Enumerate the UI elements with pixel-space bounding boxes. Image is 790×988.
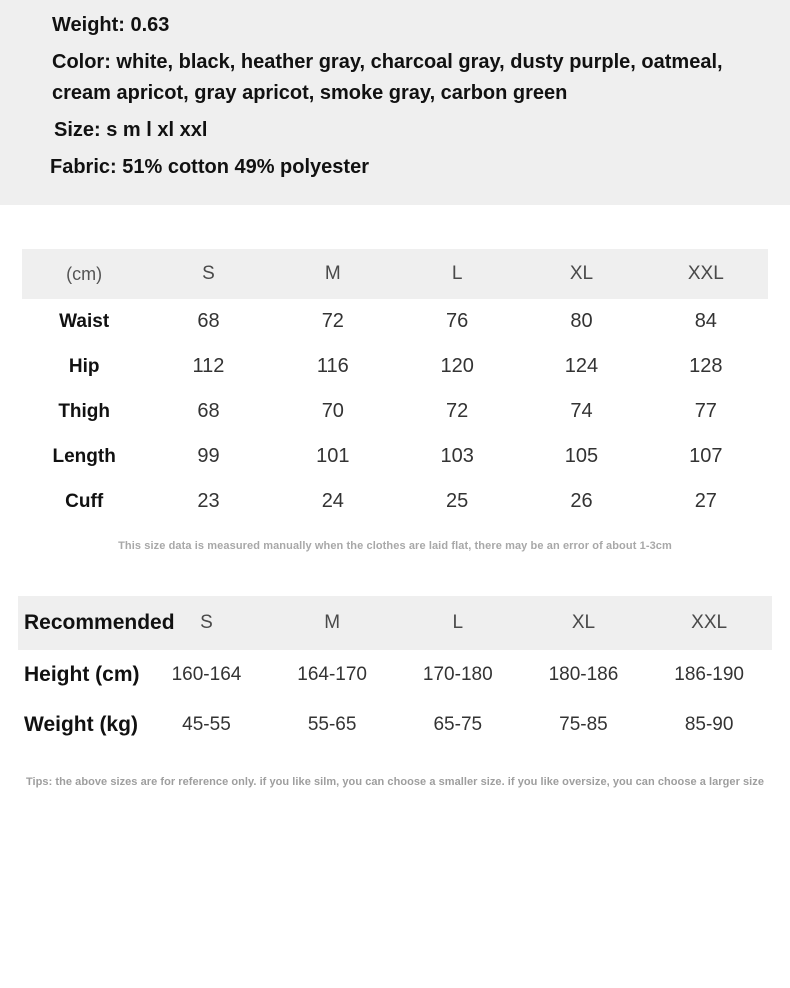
size-waist-l: 76 [446,310,469,332]
size-thigh-s: 68 [197,400,220,422]
size-cuff-m: 24 [321,490,344,512]
size-hip-m: 116 [316,355,349,377]
table-row [22,389,768,434]
recommended-col-m: M [324,612,341,633]
table-row [22,434,768,479]
sizing-tips: Tips: the above sizes are for reference only. if you like silm, you can choose a smaller size. if you like oversize, you can choose a larger size [25,776,765,788]
size-hip-l: 120 [440,355,474,377]
size-table-body [22,299,768,524]
size-waist-s: 68 [197,310,220,332]
product-spec-block [0,0,790,205]
size-row-label-length: Length [52,445,116,467]
recommended-col-xl: XL [571,612,596,633]
table-row [22,479,768,524]
size-waist-m: 72 [321,310,344,332]
table-row [18,650,772,700]
size-table-col-xxl: XXL [687,263,724,284]
spec-line-color: Color: white, black, heather gray, charcoal gray, dusty purple, oatmeal, cream apricot, gray apricot, smoke gray, carbon green [52,51,723,104]
size-waist-xl: 80 [570,310,593,332]
size-thigh-l: 72 [446,400,469,422]
recommended-weight-xxl: 85-90 [684,714,734,735]
table-row [22,299,768,344]
recommended-row-label-weight: Weight (kg) [24,713,138,736]
spec-line-size: Size: s m l xl xxl [54,119,208,141]
recommended-height-l: 170-180 [422,664,493,685]
table-row [22,344,768,389]
table-row [18,700,772,750]
size-table-col-m: M [324,263,341,284]
recommended-table-header [18,596,772,650]
measurement-disclaimer: This size data is measured manually when the clothes are laid flat, there may be an error of about 1-3cm [118,540,672,552]
recommended-size-table [18,596,772,750]
size-length-m: 101 [316,445,350,467]
recommended-weight-s: 45-55 [182,714,231,735]
size-thigh-xl: 74 [570,400,593,422]
size-hip-xl: 124 [564,355,599,377]
size-cuff-xxl: 27 [694,490,717,512]
recommended-height-m: 164-170 [297,664,367,685]
recommended-header-label: Recommended [24,611,175,634]
size-row-label-hip: Hip [68,355,100,377]
size-row-label-thigh: Thigh [58,400,111,422]
recommended-weight-m: 55-65 [307,714,357,735]
size-length-xxl: 107 [689,445,723,467]
recommended-height-xxl: 186-190 [674,664,744,685]
recommended-weight-l: 65-75 [433,714,483,735]
recommended-table-header-row [18,596,772,650]
size-waist-xxl: 84 [694,310,717,332]
spec-line-fabric: Fabric: 51% cotton 49% polyester [50,156,369,178]
recommended-col-s: S [200,612,213,633]
size-row-label-cuff: Cuff [65,490,104,512]
size-table-col-l: L [451,263,463,284]
recommended-height-s: 160-164 [171,664,242,685]
size-thigh-m: 70 [321,400,344,422]
recommended-table-body [18,650,772,750]
spec-line-weight: Weight: 0.63 [52,14,170,36]
recommended-row-label-height: Height (cm) [24,663,140,686]
size-hip-s: 112 [192,355,225,377]
size-table-col-s: S [202,263,215,284]
size-length-l: 103 [440,445,474,467]
size-length-s: 99 [197,445,220,467]
recommended-height-xl: 180-186 [548,664,619,685]
size-length-xl: 105 [564,445,599,467]
size-cuff-l: 25 [446,490,469,512]
size-thigh-xxl: 77 [694,400,717,422]
size-table-header-row [22,249,768,299]
recommended-col-xxl: XXL [691,612,728,633]
size-cuff-s: 23 [197,490,220,512]
size-table-unit-label: (cm) [66,263,103,284]
recommended-weight-xl: 75-85 [559,714,608,735]
size-table-col-xl: XL [569,263,594,284]
size-hip-xxl: 128 [689,355,723,377]
size-row-label-waist: Waist [59,310,110,332]
size-table-header [22,249,768,299]
size-cuff-xl: 26 [570,490,593,512]
size-measurement-table [22,249,768,524]
recommended-col-l: L [452,612,464,633]
